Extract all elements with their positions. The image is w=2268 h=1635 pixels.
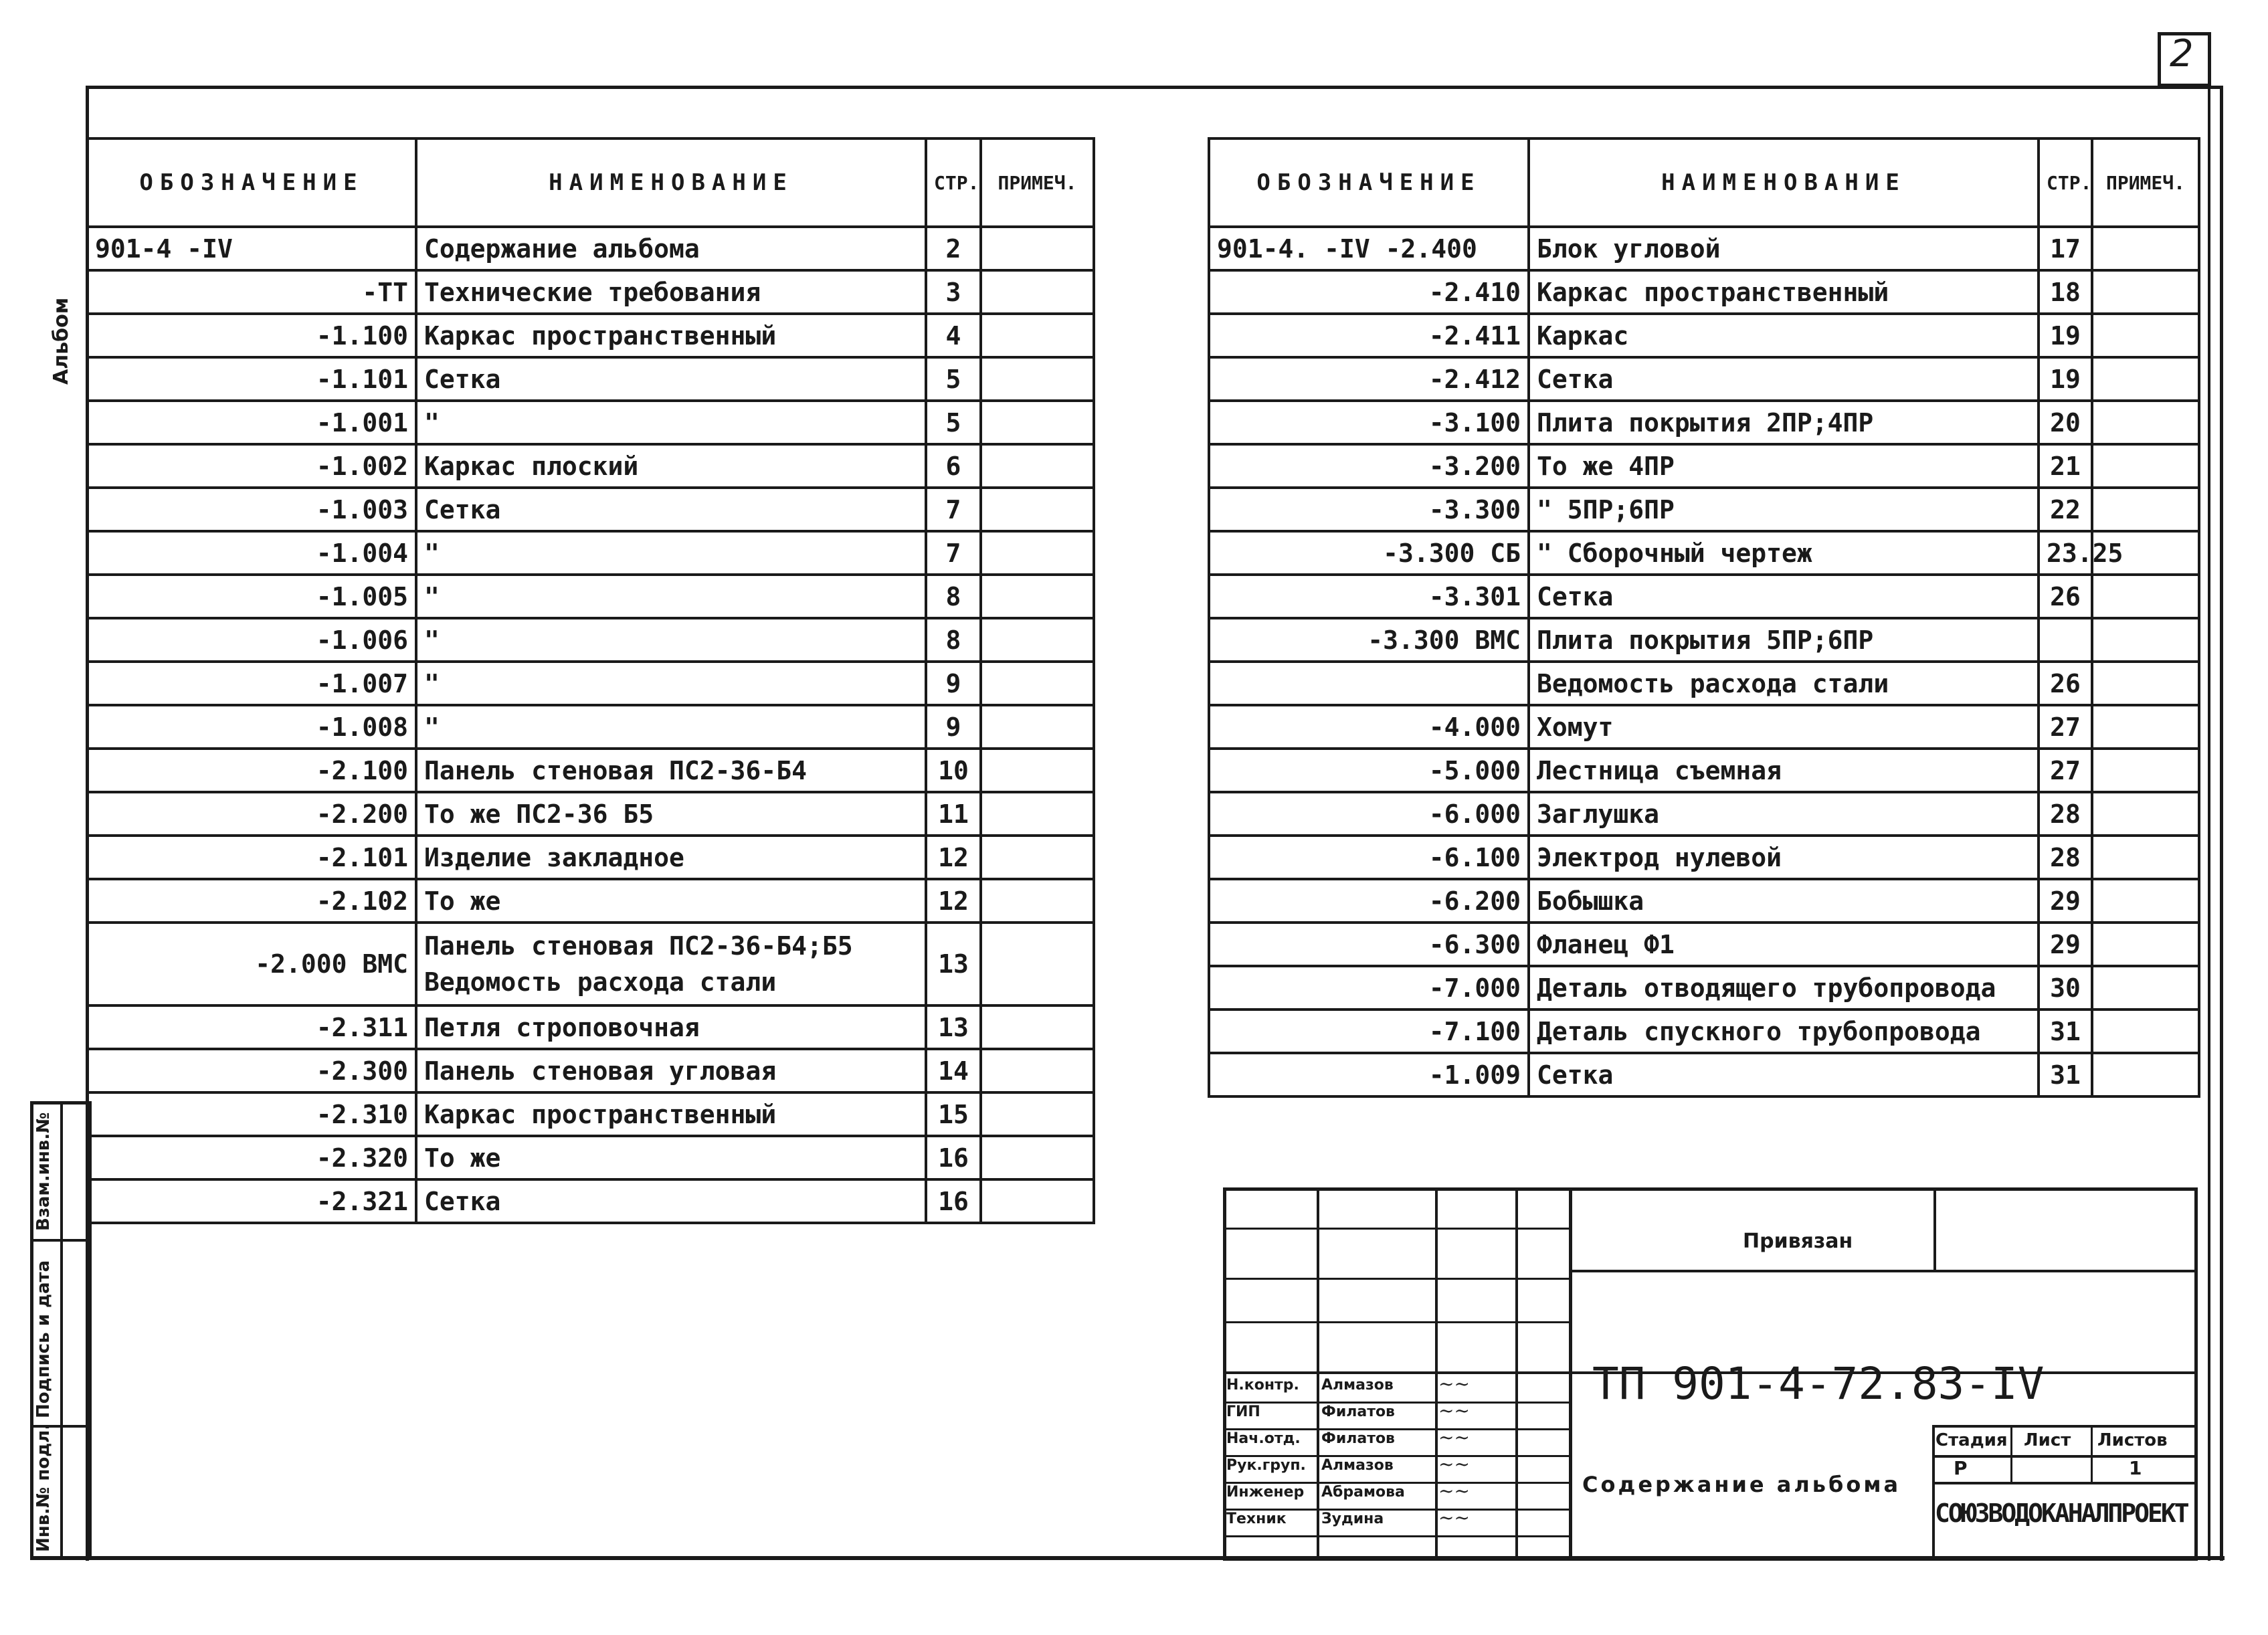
row-page: 19	[2039, 357, 2092, 401]
table-row	[1209, 618, 2199, 662]
table-row	[87, 531, 1094, 575]
row-page: 4	[926, 314, 981, 357]
row-name: Сетка	[1529, 575, 2039, 618]
row-note	[2092, 314, 2199, 357]
tb-vline-4	[1569, 1187, 1572, 1561]
table-row	[87, 1005, 1094, 1049]
row-note	[2092, 1009, 2199, 1053]
row-note	[981, 792, 1094, 836]
row-note	[981, 1179, 1094, 1223]
table-row	[1209, 227, 2199, 270]
row-page: 5	[926, 357, 981, 401]
row-note	[981, 1136, 1094, 1179]
tb-stage-h3	[1932, 1482, 2198, 1484]
row-page: 29	[2039, 879, 2092, 923]
row-note	[2092, 1053, 2199, 1096]
row-code	[1209, 662, 1529, 705]
row-note	[981, 705, 1094, 749]
staff-name: Филатов	[1321, 1430, 1395, 1447]
row-page: 3	[926, 270, 981, 314]
row-name: Петля строповочная	[416, 1005, 926, 1049]
tb-sheet-label: Лист	[2024, 1430, 2071, 1450]
staff-name: Филатов	[1321, 1404, 1395, 1420]
table-row	[1209, 270, 2199, 314]
row-note	[2092, 227, 2199, 270]
row-name: Деталь отводящего трубопровода	[1529, 966, 2039, 1009]
tb-sheets-value: 1	[2129, 1457, 2142, 1479]
row-note	[2092, 662, 2199, 705]
row-page: 11	[926, 792, 981, 836]
row-code: -6.300	[1209, 923, 1529, 966]
table-row	[1209, 401, 2199, 444]
row-page: 28	[2039, 836, 2092, 879]
tb-stage-v1	[2010, 1425, 2012, 1484]
row-page: 12	[926, 836, 981, 879]
row-name: "	[416, 531, 926, 575]
row-note	[981, 357, 1094, 401]
row-note	[981, 401, 1094, 444]
row-page: 28	[2039, 792, 2092, 836]
row-code: -4.000	[1209, 705, 1529, 749]
row-name: "	[416, 662, 926, 705]
row-name: Панель стеновая угловая	[416, 1049, 926, 1092]
row-code: -2.321	[87, 1179, 416, 1223]
row-code: -1.005	[87, 575, 416, 618]
row-page: 15	[926, 1092, 981, 1136]
row-name: Сетка	[1529, 1053, 2039, 1096]
row-note	[2092, 488, 2199, 531]
side-stamp-row1	[30, 1239, 92, 1242]
row-name: Деталь спускного трубопровода	[1529, 1009, 2039, 1053]
tb-vline-1	[1317, 1187, 1319, 1561]
staff-name: Алмазов	[1321, 1377, 1394, 1393]
table-row	[1209, 357, 2199, 401]
row-name: "	[416, 618, 926, 662]
staff-signature: ~~	[1438, 1426, 1470, 1448]
row-code: -3.100	[1209, 401, 1529, 444]
row-name: " Сборочный чертеж	[1529, 531, 2039, 575]
row-page: 17	[2039, 227, 2092, 270]
table-row	[87, 749, 1094, 792]
row-page: 5	[926, 401, 981, 444]
row-page	[2039, 618, 2092, 662]
table-row	[87, 879, 1094, 923]
staff-signature: ~~	[1438, 1373, 1470, 1395]
row-note	[2092, 270, 2199, 314]
tb-stage-h2	[1932, 1455, 2198, 1458]
row-name	[416, 923, 926, 1005]
header-code: ОБОЗНАЧЕНИЕ	[87, 138, 416, 227]
row-page: 20	[2039, 401, 2092, 444]
table-row	[87, 444, 1094, 488]
row-note	[981, 923, 1094, 1005]
row-code: 901-4 -IV	[87, 227, 416, 270]
row-code: -3.300 СБ	[1209, 531, 1529, 575]
row-name: Содержание альбома	[416, 227, 926, 270]
table-row	[87, 270, 1094, 314]
table-row	[87, 488, 1094, 531]
right-table-header	[1209, 138, 2199, 227]
row-page: 21	[2039, 444, 2092, 488]
row-name: Технические требования	[416, 270, 926, 314]
row-page: 18	[2039, 270, 2092, 314]
table-row	[1209, 531, 2199, 575]
table-row	[1209, 662, 2199, 705]
row-code: -3.300 ВМС	[1209, 618, 1529, 662]
row-page: 14	[926, 1049, 981, 1092]
row-page: 7	[926, 488, 981, 531]
staff-role: Нач.отд.	[1226, 1430, 1301, 1447]
row-page: 10	[926, 749, 981, 792]
row-code: -ТТ	[87, 270, 416, 314]
table-row	[1209, 705, 2199, 749]
row-name: Изделие закладное	[416, 836, 926, 879]
table-row	[87, 1136, 1094, 1179]
row-name: Сетка	[416, 488, 926, 531]
side-label-album: Альбом	[50, 297, 73, 385]
row-name: Бобышка	[1529, 879, 2039, 923]
row-code: -1.008	[87, 705, 416, 749]
tb-bound-vline	[1933, 1187, 1936, 1271]
tb-stage-vline	[1932, 1425, 1935, 1561]
row-code: -2.320	[87, 1136, 416, 1179]
table-row	[1209, 879, 2199, 923]
row-name: Заглушка	[1529, 792, 2039, 836]
row-page: 30	[2039, 966, 2092, 1009]
row-code: -3.300	[1209, 488, 1529, 531]
table-row	[1209, 1053, 2199, 1096]
table-row	[1209, 966, 2199, 1009]
row-note	[981, 879, 1094, 923]
row-code: -1.100	[87, 314, 416, 357]
row-page: 8	[926, 575, 981, 618]
row-note	[2092, 575, 2199, 618]
table-row	[87, 662, 1094, 705]
row-name: Ведомость расхода стали	[1529, 662, 2039, 705]
staff-name: Абрамова	[1321, 1484, 1405, 1501]
row-page: 19	[2039, 314, 2092, 357]
staff-role: Рук.груп.	[1226, 1457, 1306, 1474]
tb-bound-label: Привязан	[1743, 1230, 1853, 1253]
row-name: Каркас пространственный	[416, 314, 926, 357]
row-note	[2092, 966, 2199, 1009]
row-name: То же ПС2-36 Б5	[416, 792, 926, 836]
staff-name: Зудина	[1321, 1511, 1384, 1527]
frame-right-double	[2208, 86, 2210, 1561]
tb-stage-v2	[2091, 1425, 2093, 1484]
row-name: Электрод нулевой	[1529, 836, 2039, 879]
row-name: Лестница съемная	[1529, 749, 2039, 792]
tb-hline-c	[1223, 1321, 1571, 1323]
row-code: -2.412	[1209, 357, 1529, 401]
row-code: -7.100	[1209, 1009, 1529, 1053]
row-code: -1.007	[87, 662, 416, 705]
tb-hline-b	[1223, 1278, 1571, 1280]
row-page: 26	[2039, 575, 2092, 618]
table-row	[87, 792, 1094, 836]
row-name: Фланец Ф1	[1529, 923, 2039, 966]
row-note	[981, 836, 1094, 879]
tb-organization: СОЮЗВОДОКАНАЛПРОЕКТ	[1935, 1499, 2188, 1528]
row-page: 27	[2039, 749, 2092, 792]
row-note	[981, 1092, 1094, 1136]
table-row	[87, 1049, 1094, 1092]
row-code: -1.006	[87, 618, 416, 662]
row-page: 31	[2039, 1053, 2092, 1096]
tb-bound-divider	[1569, 1270, 2198, 1272]
tb-hline-e	[1223, 1402, 1571, 1404]
side-stamp-replace-inv: Взам.инв.№	[33, 1112, 54, 1231]
row-name: Сетка	[1529, 357, 2039, 401]
tb-doc-code: ТП 901-4-72.83-IV	[1592, 1358, 2045, 1410]
row-code: -1.009	[1209, 1053, 1529, 1096]
row-name: То же 4ПР	[1529, 444, 2039, 488]
row-code: -2.101	[87, 836, 416, 879]
row-code: -1.001	[87, 401, 416, 444]
table-row	[87, 314, 1094, 357]
page-number: 2	[2170, 32, 2194, 76]
table-row	[1209, 923, 2199, 966]
row-code: -1.101	[87, 357, 416, 401]
row-page: 13	[926, 923, 981, 1005]
tb-sheets-label: Листов	[2097, 1430, 2168, 1450]
table-row	[1209, 575, 2199, 618]
row-note	[2092, 618, 2199, 662]
row-name: Блок угловой	[1529, 227, 2039, 270]
table-row	[87, 836, 1094, 879]
staff-name: Алмазов	[1321, 1457, 1394, 1474]
row-note	[2092, 792, 2199, 836]
table-row	[1209, 488, 2199, 531]
table-row	[87, 401, 1094, 444]
row-name: Каркас плоский	[416, 444, 926, 488]
row-page: 27	[2039, 705, 2092, 749]
row-code: -1.003	[87, 488, 416, 531]
staff-role: ГИП	[1226, 1404, 1260, 1420]
side-stamp-divider	[60, 1101, 63, 1560]
row-note	[981, 1005, 1094, 1049]
row-page: 9	[926, 662, 981, 705]
row-code: -3.301	[1209, 575, 1529, 618]
table-row	[87, 227, 1094, 270]
tb-vline-3	[1515, 1187, 1518, 1561]
table-row	[87, 923, 1094, 1005]
row-note	[2092, 357, 2199, 401]
side-stamp-original-inv: Инв.№ подл.	[33, 1423, 54, 1552]
table-row	[87, 1179, 1094, 1223]
row-code: -3.200	[1209, 444, 1529, 488]
row-code: -2.310	[87, 1092, 416, 1136]
tb-stage-label: Стадия	[1935, 1430, 2008, 1450]
row-name: Каркас	[1529, 314, 2039, 357]
table-row	[1209, 1009, 2199, 1053]
row-note	[981, 488, 1094, 531]
table-row	[1209, 792, 2199, 836]
staff-signature: ~~	[1438, 1400, 1470, 1422]
row-code: -2.200	[87, 792, 416, 836]
row-code: -2.102	[87, 879, 416, 923]
staff-signature: ~~	[1438, 1453, 1470, 1475]
header-page: СТР.	[2039, 138, 2092, 227]
table-row	[1209, 749, 2199, 792]
header-name: НАИМЕНОВАНИЕ	[416, 138, 926, 227]
row-name-line2: Ведомость расхода стали	[424, 967, 777, 997]
row-page: 22	[2039, 488, 2092, 531]
row-note	[981, 749, 1094, 792]
row-page: 6	[926, 444, 981, 488]
row-code: -2.311	[87, 1005, 416, 1049]
row-page: 29	[2039, 923, 2092, 966]
table-row	[87, 575, 1094, 618]
table-row	[87, 618, 1094, 662]
header-page: СТР.	[926, 138, 981, 227]
row-name: Каркас пространственный	[1529, 270, 2039, 314]
row-code: -1.004	[87, 531, 416, 575]
staff-role: Н.контр.	[1226, 1377, 1299, 1393]
row-name: Плита покрытия 5ПР;6ПР	[1529, 618, 2039, 662]
row-code: 901-4. -IV -2.400	[1209, 227, 1529, 270]
table-row	[1209, 836, 2199, 879]
row-name: Каркас пространственный	[416, 1092, 926, 1136]
row-code: -1.002	[87, 444, 416, 488]
row-page: 13	[926, 1005, 981, 1049]
staff-signature: ~~	[1438, 1480, 1470, 1502]
row-name-line1: Панель стеновая ПС2-36-Б4;Б5	[424, 931, 853, 961]
row-name: Плита покрытия 2ПР;4ПР	[1529, 401, 2039, 444]
row-page: 2	[926, 227, 981, 270]
tb-stage-value: Р	[1954, 1457, 1968, 1479]
row-note	[2092, 879, 2199, 923]
table-row	[1209, 444, 2199, 488]
right-contents-table	[1208, 137, 2200, 1098]
row-page: 26	[2039, 662, 2092, 705]
row-note	[2092, 401, 2199, 444]
header-code: ОБОЗНАЧЕНИЕ	[1209, 138, 1529, 227]
row-name: "	[416, 705, 926, 749]
row-page: 12	[926, 879, 981, 923]
table-row	[87, 705, 1094, 749]
table-row	[87, 1092, 1094, 1136]
row-note	[981, 1049, 1094, 1092]
row-note	[2092, 444, 2199, 488]
row-note	[981, 314, 1094, 357]
row-name: "	[416, 401, 926, 444]
row-note	[981, 531, 1094, 575]
staff-role: Инженер	[1226, 1484, 1305, 1501]
row-note	[981, 444, 1094, 488]
row-page: 16	[926, 1179, 981, 1223]
row-name: То же	[416, 879, 926, 923]
row-note	[981, 618, 1094, 662]
row-code: -6.200	[1209, 879, 1529, 923]
row-code: -5.000	[1209, 749, 1529, 792]
header-name: НАИМЕНОВАНИЕ	[1529, 138, 2039, 227]
row-code: -6.000	[1209, 792, 1529, 836]
row-code: -6.100	[1209, 836, 1529, 879]
row-note	[2092, 923, 2199, 966]
row-name: Хомут	[1529, 705, 2039, 749]
row-name: " 5ПР;6ПР	[1529, 488, 2039, 531]
row-page: 16	[926, 1136, 981, 1179]
row-note	[981, 575, 1094, 618]
row-note	[2092, 749, 2199, 792]
row-note	[981, 662, 1094, 705]
row-code: -2.410	[1209, 270, 1529, 314]
row-code: -2.100	[87, 749, 416, 792]
tb-stage-h1	[1932, 1425, 2198, 1428]
tb-hline-j	[1223, 1535, 1571, 1537]
side-stamp-signature-date: Подпись и дата	[33, 1260, 54, 1418]
table-row	[87, 357, 1094, 401]
row-name: "	[416, 575, 926, 618]
tb-vline-2	[1435, 1187, 1438, 1561]
tb-hline-a	[1223, 1228, 1571, 1230]
left-table-header	[87, 138, 1094, 227]
row-note	[2092, 705, 2199, 749]
row-note	[981, 270, 1094, 314]
row-code: -2.000 ВМС	[87, 923, 416, 1005]
header-note: ПРИМЕЧ.	[2092, 138, 2199, 227]
tb-doc-title: Содержание альбома	[1582, 1472, 1901, 1497]
row-code: -7.000	[1209, 966, 1529, 1009]
row-code: -2.411	[1209, 314, 1529, 357]
row-note	[981, 227, 1094, 270]
row-name: Панель стеновая ПС2-36-Б4	[416, 749, 926, 792]
row-name: Сетка	[416, 1179, 926, 1223]
staff-signature: ~~	[1438, 1507, 1470, 1529]
row-name: Сетка	[416, 357, 926, 401]
row-page: 8	[926, 618, 981, 662]
row-name: То же	[416, 1136, 926, 1179]
left-contents-table	[86, 137, 1095, 1224]
row-page: 7	[926, 531, 981, 575]
row-page: 9	[926, 705, 981, 749]
staff-role: Техник	[1226, 1511, 1287, 1527]
header-note: ПРИМЕЧ.	[981, 138, 1094, 227]
row-note	[2092, 836, 2199, 879]
row-page: 31	[2039, 1009, 2092, 1053]
table-row	[1209, 314, 2199, 357]
row-page: 23.25	[2039, 531, 2092, 575]
row-code: -2.300	[87, 1049, 416, 1092]
